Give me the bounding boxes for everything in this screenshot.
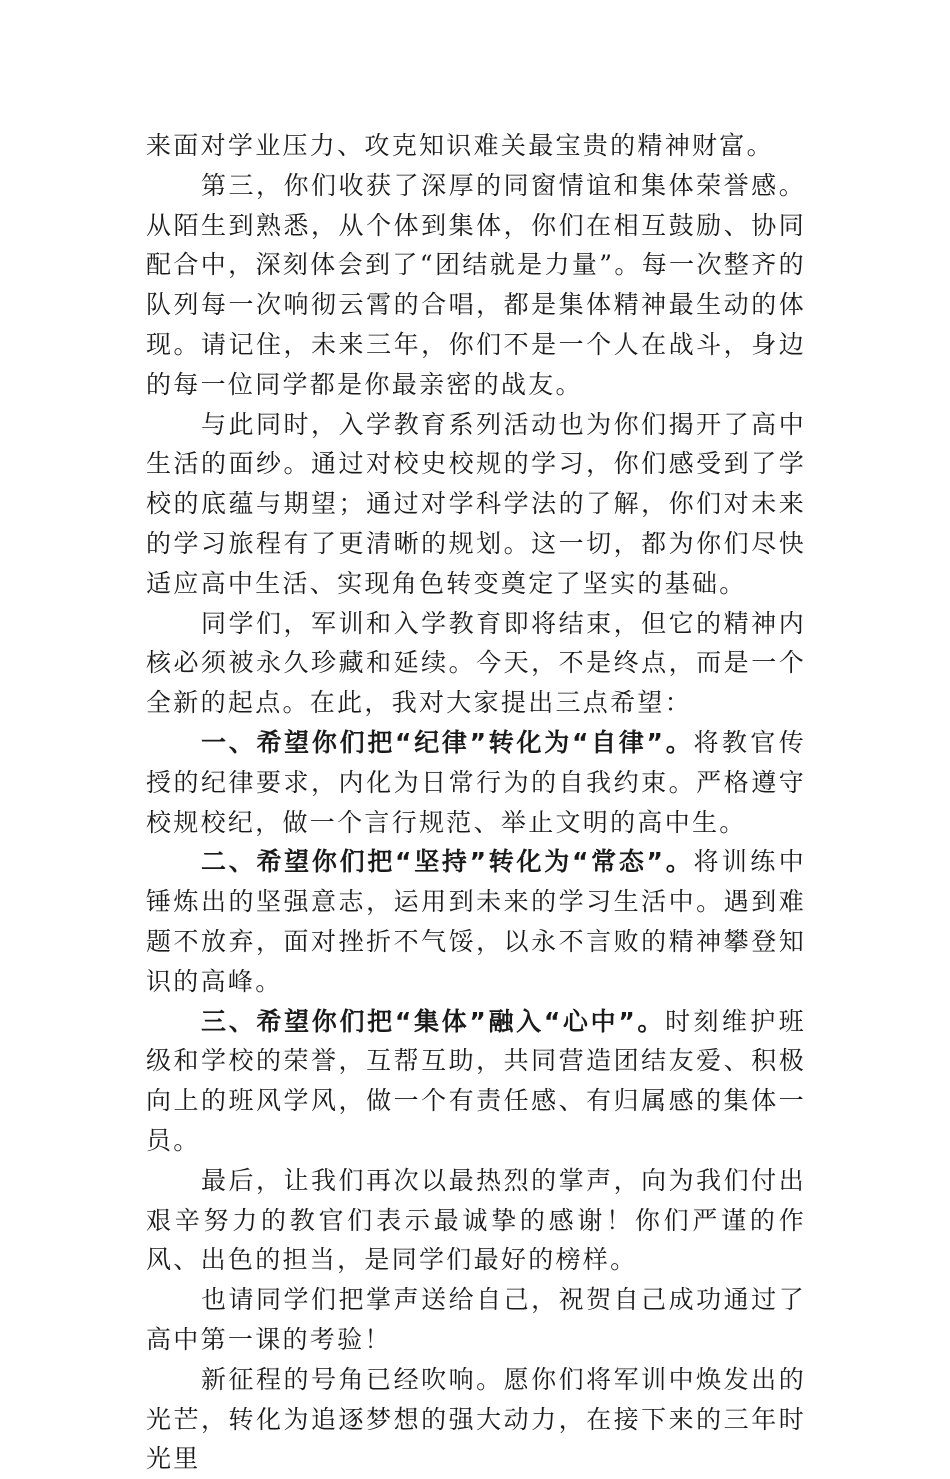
paragraph-5 <box>146 723 806 842</box>
paragraph-6-lead: 二、希望你们把“坚持”转化为“常态”。 <box>201 847 694 877</box>
paragraph-2-text: 第三，你们收获了深厚的同窗情谊和集体荣誉感。从陌生到熟悉，从个体到集体，你们在相互鼓励、协同配合中，深刻体会到了“团结就是力量”。每一次整齐的队列每一次响彻云霄的合唱，都是集体精神最生动的体现。请记住，未来三年，你们不是一个人在战斗，身边的每一位同学都是你最亲密的战友。 <box>146 170 806 399</box>
paragraph-4 <box>146 604 806 723</box>
paragraph-10 <box>146 1360 806 1479</box>
paragraph-6 <box>146 842 806 1001</box>
paragraph-9-text: 也请同学们把掌声送给自己，祝贺自己成功通过了高中第一课的考验！ <box>146 1285 806 1354</box>
paragraph-5-text: 将教官传授的纪律要求，内化为日常行为的自我约束。严格遵守校规校纪，做一个言行规范、举止文明的高中生。 <box>146 727 807 837</box>
paragraph-3-text: 与此同时，入学教育系列活动也为你们揭开了高中生活的面纱。通过对校史校规的学习，你们感受到了学校的底蕴与期望；通过对学科学法的了解，你们对未来的学习旅程有了更清晰的规划。这一切，都为你们尽快适应高中生活、实现角色转变奠定了坚实的基础。 <box>146 409 806 598</box>
paragraph-1 <box>146 126 806 166</box>
document-body <box>146 126 806 1479</box>
paragraph-9 <box>146 1280 806 1360</box>
paragraph-7-text: 时刻维护班级和学校的荣誉，互帮互助，共同营造团结友爱、积极向上的班风学风，做一个有责任感、有归属感的集体一员。 <box>146 1006 806 1155</box>
paragraph-4-text: 同学们，军训和入学教育即将结束，但它的精神内核必须被永久珍藏和延续。今天，不是终点，而是一个全新的起点。在此，我对大家提出三点希望： <box>146 608 806 718</box>
paragraph-3 <box>146 405 806 604</box>
paragraph-6-text: 将训练中锤炼出的坚强意志，运用到未来的学习生活中。遇到难题不放弃，面对挫折不气馁，以永不言败的精神攀登知识的高峰。 <box>146 847 807 996</box>
paragraph-2 <box>146 166 806 405</box>
paragraph-1-text: 来面对学业压力、攻克知识难关最宝贵的精神财富。 <box>146 131 774 160</box>
paragraph-8-text: 最后，让我们再次以最热烈的掌声，向为我们付出艰辛努力的教官们表示最诚挚的感谢！你们严谨的作风、出色的担当，是同学们最好的榜样。 <box>146 1165 806 1275</box>
paragraph-8 <box>146 1161 806 1280</box>
paragraph-7 <box>146 1002 806 1161</box>
paragraph-5-lead: 一、希望你们把“纪律”转化为“自律”。 <box>201 727 694 757</box>
paragraph-7-lead: 三、希望你们把“集体”融入“心中”。 <box>201 1006 666 1036</box>
paragraph-10-text: 新征程的号角已经吹响。愿你们将军训中焕发出的光芒，转化为追逐梦想的强大动力，在接下来的三年时光里 <box>146 1364 806 1474</box>
